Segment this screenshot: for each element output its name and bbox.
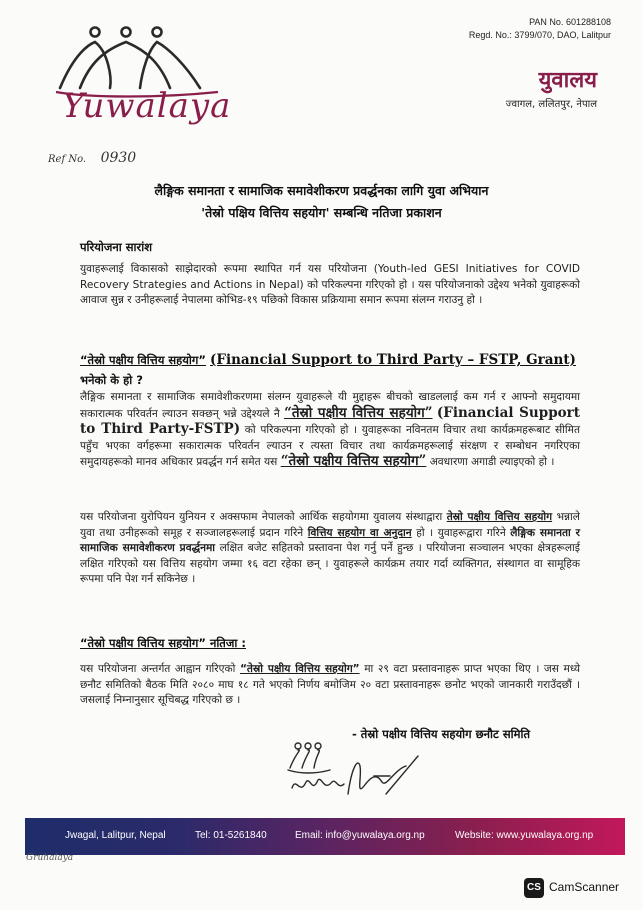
results-title-text: “तेस्रो पक्षीय वित्तिय सहयोग” नतिजा :: [80, 636, 246, 650]
registration-info: [469, 16, 611, 42]
reference-number: [48, 150, 136, 166]
results-highlight: “तेस्रो पक्षीय वित्तिय सहयोग”: [239, 663, 360, 675]
committee-signature-line: - तेस्रो पक्षीय वित्तिय सहयोग छनौट समिति: [352, 727, 530, 741]
camscanner-label: CamScanner: [549, 880, 620, 894]
results-body: [80, 662, 580, 709]
fstp-p1-highlight-1: “तेस्रो पक्षीय वित्तिय सहयोग”: [284, 404, 433, 421]
footer-telephone: Tel: 01-5261840: [195, 830, 267, 841]
fstp-p1-text-f: अवधारणा अगाडी ल्याइएको हो ।: [429, 456, 555, 469]
fstp-p1-highlight-2: “तेस्रो पक्षीय वित्तिय सहयोग”: [280, 453, 427, 470]
results-text-c: मा २९ वटा प्रस्तावनाहरू प्राप्त भएका थिए । जस मध्ये छनौट समितिको बैठक मिति २०८० माघ १८ गते भएको निर्णय बमोजिम २० वटा प्रस्तावनाहरू छनोट भएको जानकारी गराउँदछौं । जसलाई निम्नानुसार सूचिबद्ध गरिएको छ ।: [80, 663, 580, 707]
footer-handwritten-note: Gruhalaya: [26, 853, 74, 863]
fstp-paragraph-2: [80, 510, 580, 588]
footer-website: Website: www.yuwalaya.org.np: [455, 830, 594, 841]
footer-email: Email: info@yuwalaya.org.np: [295, 830, 425, 841]
handwritten-signature-icon: [286, 736, 426, 806]
camscanner-logo-icon: CS: [524, 878, 544, 898]
fstp-title-suffix: भनेको के हो ?: [80, 373, 143, 387]
fstp-title-en: (Financial Support to Third Party – FSTP, Grant): [209, 352, 576, 368]
camscanner-watermark: [524, 878, 624, 898]
fstp-p1-text-a: लैङ्गिक समानता र सामाजिक समावेशीकरणमा संलग्न युवाहरूले यी मुद्दाहरू बीचको खाडललाई कम गर्न र आफ्नो समुदायमा सकारात्मक परिवर्तन ल्याउन सक्छन् भन्ने उद्देश्यले नै: [80, 391, 580, 420]
heading-line-2: 'तेस्रो पक्षिय वित्तिय सहयोग' सम्बन्धि नतिजा प्रकाशन: [201, 205, 442, 220]
summary-body: युवाहरूलाई विकासको साझेदारको रूपमा स्थापित गर्न यस परियोजना (Youth-led GESI Initiatives for COVID Recovery Strategies and Actions in Nepal) को परिकल्पना गरिएको हो । यस परियोजनाको उद्देश्य भनेको युवाहरूको आवाज सुन्न र उनीहरूलाई नेपालमा कोभिड-१९ पछिको विकास प्रक्रियामा समान रूपमा संलग्न गराउनु हो ।: [80, 263, 580, 307]
fstp-paragraph-1: [80, 390, 580, 471]
brand-address-nepali: ज्वागल, ललितपुर, नेपाल: [505, 99, 597, 110]
regd-number: Regd. No.: 3799/070, DAO, Lalitpur: [468, 30, 611, 40]
fstp-p2-text-a: यस परियोजना युरोपियन युनियन र अक्सफाम नेपालको आर्थिक सहयोगमा युवालय संस्थाद्वारा: [80, 511, 443, 523]
fstp-title-np: “तेस्रो पक्षीय वित्तिय सहयोग”: [80, 353, 206, 367]
fstp-p1-english: (Financial Support to Third Party-FSTP): [80, 404, 580, 438]
fstp-p2-text-g: लक्षित बजेट सहितको प्रस्तावना पेश गर्नु पर्ने हुन्छ । परियोजना सञ्चालन भएका क्षेत्रहरूलाई लक्षित गरिएको यस वित्तिय सहयोग जम्मा १६ वटा रहेका छन् । युवाहरूले कार्यक्रम तयार गर्दा व्यक्तिगत, संस्थागत वा सामूहिक रूपमा पनि पेश गर्न सकिनेछ ।: [80, 542, 580, 586]
results-title: [80, 636, 246, 651]
fstp-p2-highlight-1: तेस्रो पक्षीय वित्तिय सहयोग: [446, 511, 553, 523]
summary-title: परियोजना सारांश: [80, 240, 153, 254]
fstp-p2-text-c: भन्नाले युवा तथा उनीहरूको समूह र सञ्जालहरूलाई प्रदान गरिने: [80, 511, 580, 539]
ref-label: Ref No.: [48, 154, 87, 165]
brand-name-nepali: युवालय: [538, 68, 597, 93]
footer-contact-bar: [25, 818, 625, 855]
pan-number: PAN No. 601288108: [529, 17, 611, 27]
fstp-p1-text-d: को परिकल्पना गरिएको हो । युवाहरूका नविनतम विचार तथा कार्यक्रमहरूबाट सीमित पहुँच भएका वर्गहरूमा सकारात्मक परिवर्तन ल्याउन र त्यस्ता विचार तथा कार्यक्रमहरूलाई संरक्षण र सम्बोधन नगरिएका समुदायहरूको मानव अधिकार प्रवर्द्धन गर्न समेत यस: [80, 424, 580, 469]
fstp-p2-text-e: हो । युवाहरूद्वारा गरिने: [416, 526, 506, 539]
logo-wordmark: Yuwalaya: [62, 86, 232, 126]
results-text-a: यस परियोजना अन्तर्गत आह्वान गरिएको: [80, 663, 236, 675]
fstp-title: [80, 352, 580, 368]
fstp-p2-highlight-2: वित्तिय सहयोग वा अनुदान: [307, 526, 412, 539]
fstp-p2-highlight-3: लैङ्गिक समानता र सामाजिक समावेशीकरण प्रवर्द्धनमा: [80, 526, 580, 555]
footer-address: Jwagal, Lalitpur, Nepal: [65, 830, 166, 841]
heading-line-1: लैङ्गिक समानता र सामाजिक समावेशीकरण प्रवर्द्धनका लागि युवा अभियान: [154, 183, 489, 198]
ref-value: 0930: [100, 150, 137, 166]
